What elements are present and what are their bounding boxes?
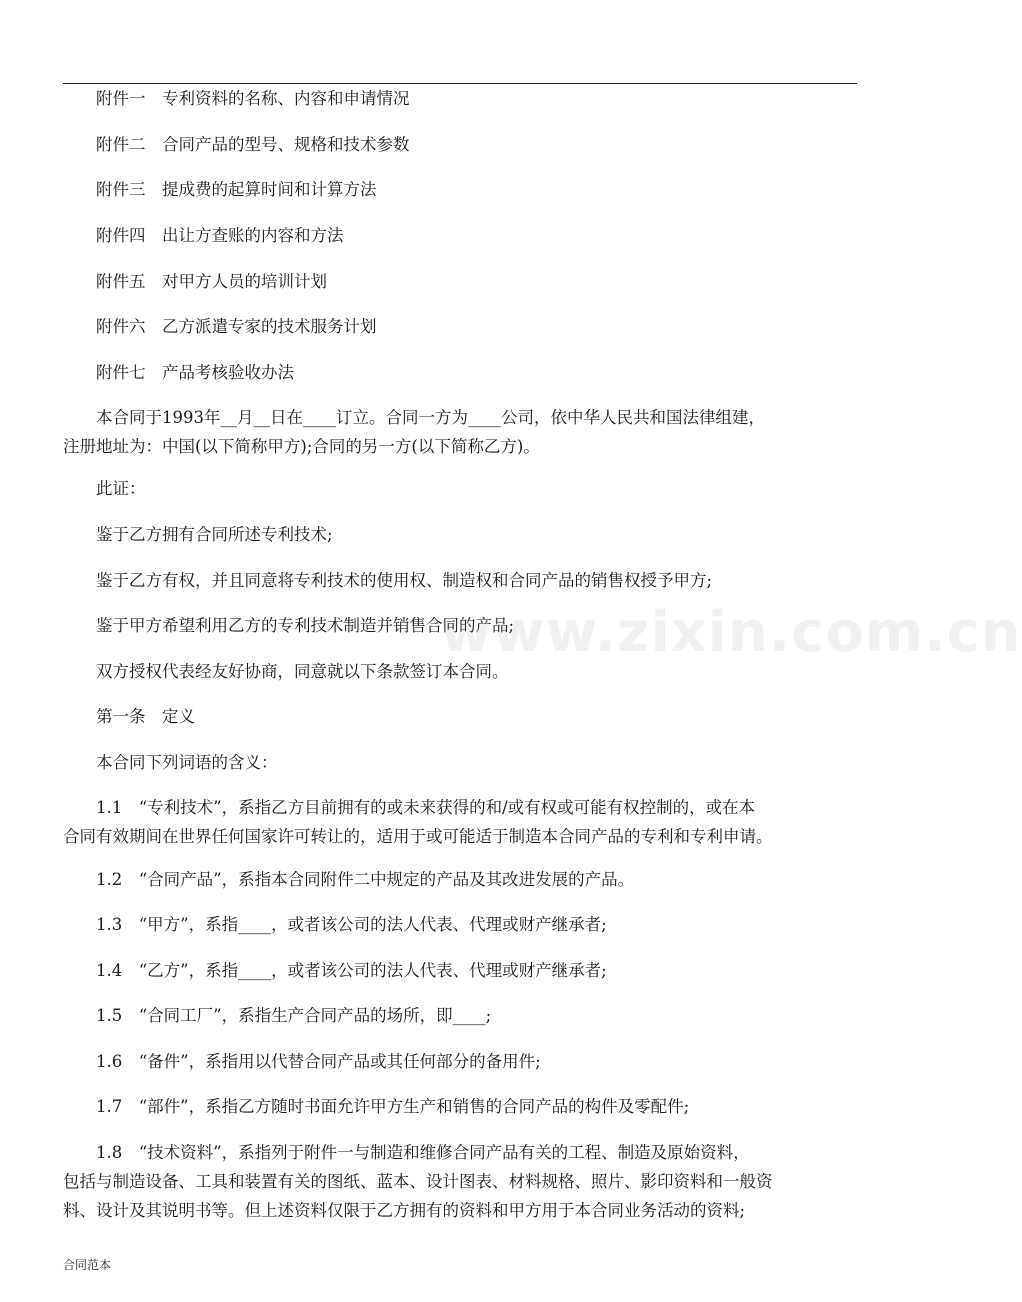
paragraph — [63, 175, 863, 204]
paragraph — [63, 358, 863, 387]
paragraph — [63, 84, 863, 113]
text-line: 料、设计及其说明书等。但上述资料仅限于乙方拥有的资料和甲方用于本合同业务活动的资料; — [63, 1201, 746, 1220]
paragraph — [63, 1092, 863, 1121]
text-line: 合同有效期间在世界任何国家许可转让的，适用于或可能适于制造本合同产品的专利和专利申请。 — [63, 827, 773, 846]
text-line: 附件一 专利资料的名称、内容和申请情况 — [63, 89, 410, 108]
text-line: 附件五 对甲方人员的培训计划 — [63, 272, 327, 291]
paragraph — [63, 1001, 863, 1030]
text-line: 1.6 “备件”，系指用以代替合同产品或其任何部分的备用件; — [63, 1052, 541, 1071]
text-line: 1.2 “合同产品”，系指本合同附件二中规定的产品及其改进发展的产品。 — [63, 870, 635, 889]
text-line: 1.3 “甲方”，系指____，或者该公司的法人代表、代理或财产继承者; — [63, 915, 607, 934]
text-line: 鉴于甲方希望利用乙方的专利技术制造并销售合同的产品; — [63, 616, 515, 635]
text-line: 附件四 出让方查账的内容和方法 — [63, 226, 344, 245]
text-line: 附件三 提成费的起算时间和计算方法 — [63, 180, 377, 199]
paragraph — [63, 403, 863, 461]
paragraph — [63, 474, 863, 503]
text-line: 本合同下列词语的含义： — [63, 753, 278, 772]
paragraph — [63, 267, 863, 296]
text-line: 1.7 “部件”，系指乙方随时书面允许甲方生产和销售的合同产品的构件及零配件; — [63, 1097, 690, 1116]
text-line: 第一条 定义 — [63, 707, 195, 726]
text-line: 鉴于乙方拥有合同所述专利技术; — [63, 525, 333, 544]
text-line: 1.4 “乙方”，系指____，或者该公司的法人代表、代理或财产继承者; — [63, 961, 607, 980]
text-line: 双方授权代表经友好协商，同意就以下条款签订本合同。 — [63, 662, 509, 681]
text-line: 1.8 “技术资料”，系指列于附件一与制造和维修合同产品有关的工程、制造及原始资料， — [63, 1143, 750, 1162]
paragraph — [63, 312, 863, 341]
paragraph — [63, 793, 863, 851]
text-line: 附件六 乙方派遣专家的技术服务计划 — [63, 317, 377, 336]
paragraph — [63, 130, 863, 159]
text-line: 鉴于乙方有权，并且同意将专利技术的使用权、制造权和合同产品的销售权授予甲方; — [63, 571, 713, 590]
paragraph — [63, 221, 863, 250]
paragraph — [63, 865, 863, 894]
paragraph — [63, 910, 863, 939]
paragraph — [63, 520, 863, 549]
text-line: 注册地址为：中国(以下简称甲方);合同的另一方(以下简称乙方)。 — [63, 437, 540, 456]
text-line: 包括与制造设备、工具和装置有关的图纸、蓝本、设计图表、材料规格、照片、影印资料和一般资 — [63, 1172, 773, 1191]
paragraph — [63, 1138, 863, 1225]
paragraph — [63, 748, 863, 777]
text-line: 附件二 合同产品的型号、规格和技术参数 — [63, 135, 410, 154]
paragraph — [63, 566, 863, 595]
paragraph — [63, 956, 863, 985]
text-line: 本合同于1993年__月__日在____订立。合同一方为____公司，依中华人民共和国法律组建， — [63, 408, 765, 427]
watermark: www.zixin.com.cn — [440, 600, 1022, 665]
section-heading — [63, 702, 863, 731]
page-footer: 合同范本 — [63, 1258, 112, 1272]
text-line: 此证： — [63, 479, 146, 498]
text-line: 1.1 “专利技术”，系指乙方目前拥有的或未来获得的和/或有权或可能有权控制的，或在本 — [63, 798, 756, 817]
text-line: 附件七 产品考核验收办法 — [63, 363, 294, 382]
paragraph — [63, 1047, 863, 1076]
text-line: 1.5 “合同工厂”，系指生产合同产品的场所，即____; — [63, 1006, 492, 1025]
